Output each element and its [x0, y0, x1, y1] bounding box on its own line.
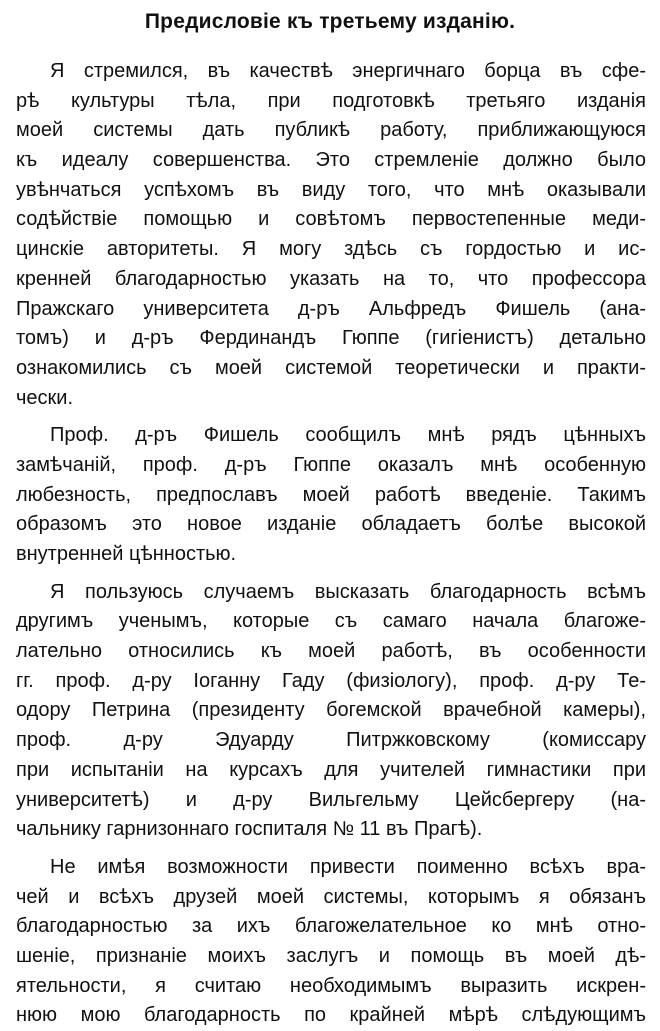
paragraph [16, 578, 646, 845]
text-line: ознакомились съ моей системой теоретически и практи- [16, 356, 646, 379]
text-line: томъ) и д-ръ Фердинандъ Гюппе (гигіенистъ) детально [16, 327, 646, 350]
paragraph-gap [16, 413, 646, 421]
text-line: проф. д-ру Эдуарду Питржковскому (комиссару [16, 729, 646, 752]
text-line: содѣйствіе помощью и совѣтомъ первостепенные меди- [16, 208, 646, 231]
text-line: шеніе, признаніе моихъ заслугъ и помощь въ моей дѣ- [16, 944, 646, 967]
page-title: Предисловіе къ третьему изданію. [144, 10, 516, 33]
text-line: кренней благодарностью указать на то, что профессора [16, 267, 646, 290]
paragraph [16, 57, 646, 413]
text-line: Я пользуюсь случаемъ высказать благодарность всѣмъ [50, 580, 646, 603]
text-line: нюю мою благодарность по крайней мѣрѣ слѣдующимъ [16, 1004, 646, 1027]
text-line: ятельности, я считаю необходимымъ выразить искрен- [16, 974, 646, 997]
paragraph [16, 853, 646, 1031]
text-line: внутренней цѣнностью. [16, 543, 237, 565]
text-line: при испытаніи на курсахъ для учителей гимнастики при [16, 758, 646, 781]
text-line: любезность, предпославъ моей работѣ введеніе. Такимъ [16, 483, 646, 506]
text-line: моей системы дать публикѣ работу, приближающуюся [16, 119, 646, 142]
text-line: благодарностью за ихъ благожелательное ко мнѣ отно- [16, 915, 646, 938]
text-line: чальнику гарнизоннаго госпиталя № 11 въ Прагѣ). [16, 818, 483, 841]
text-line: одору Петрина (президенту богемской врачебной камеры), [16, 699, 646, 722]
text-line: лательно относились къ моей работѣ, въ особенности [16, 640, 646, 663]
text-line: образомъ это новое изданіе обладаетъ болѣе высокой [16, 513, 646, 536]
text-line: Пражскаго университета д-ръ Альфредъ Фишель (ана- [16, 297, 646, 320]
text-line: чей и всѣхъ друзей моей системы, которымъ я обязанъ [16, 885, 646, 908]
text-line: Я стремился, въ качествѣ энергичнаго борца въ сфе- [50, 60, 646, 82]
text-line: другимъ ученымъ, которые съ самаго начала благоже- [16, 610, 646, 633]
paragraph [16, 421, 646, 569]
text-line: Проф. д-ръ Фишель сообщилъ мнѣ рядъ цѣнныхъ [50, 424, 646, 447]
text-line: къ идеалу совершенства. Это стремленіе должно было [16, 149, 646, 172]
paragraph-gap [16, 845, 646, 853]
text-line: Не имѣя возможности привести поименно всѣхъ вра- [50, 855, 646, 878]
text-line: университетѣ) и д-ру Вильгельму Цейсбергеру (на- [16, 788, 646, 811]
text-line: цинскіе авторитеты. Я могу здѣсь съ гордостью и ис- [16, 238, 646, 261]
paragraph-gap [16, 570, 646, 578]
text-line: чески. [16, 386, 74, 409]
document-body [16, 57, 646, 1031]
text-line: увѣнчаться успѣхомъ въ виду того, что мнѣ оказывали [16, 178, 646, 201]
text-line: рѣ культуры тѣла, при подготовкѣ третьяго изданія [16, 89, 646, 112]
text-line: замѣчаній, проф. д-ръ Гюппе оказалъ мнѣ особенную [16, 453, 646, 476]
text-line: гг. проф. д-ру Іоганну Гаду (физіологу), проф. д-ру Те- [16, 669, 646, 692]
